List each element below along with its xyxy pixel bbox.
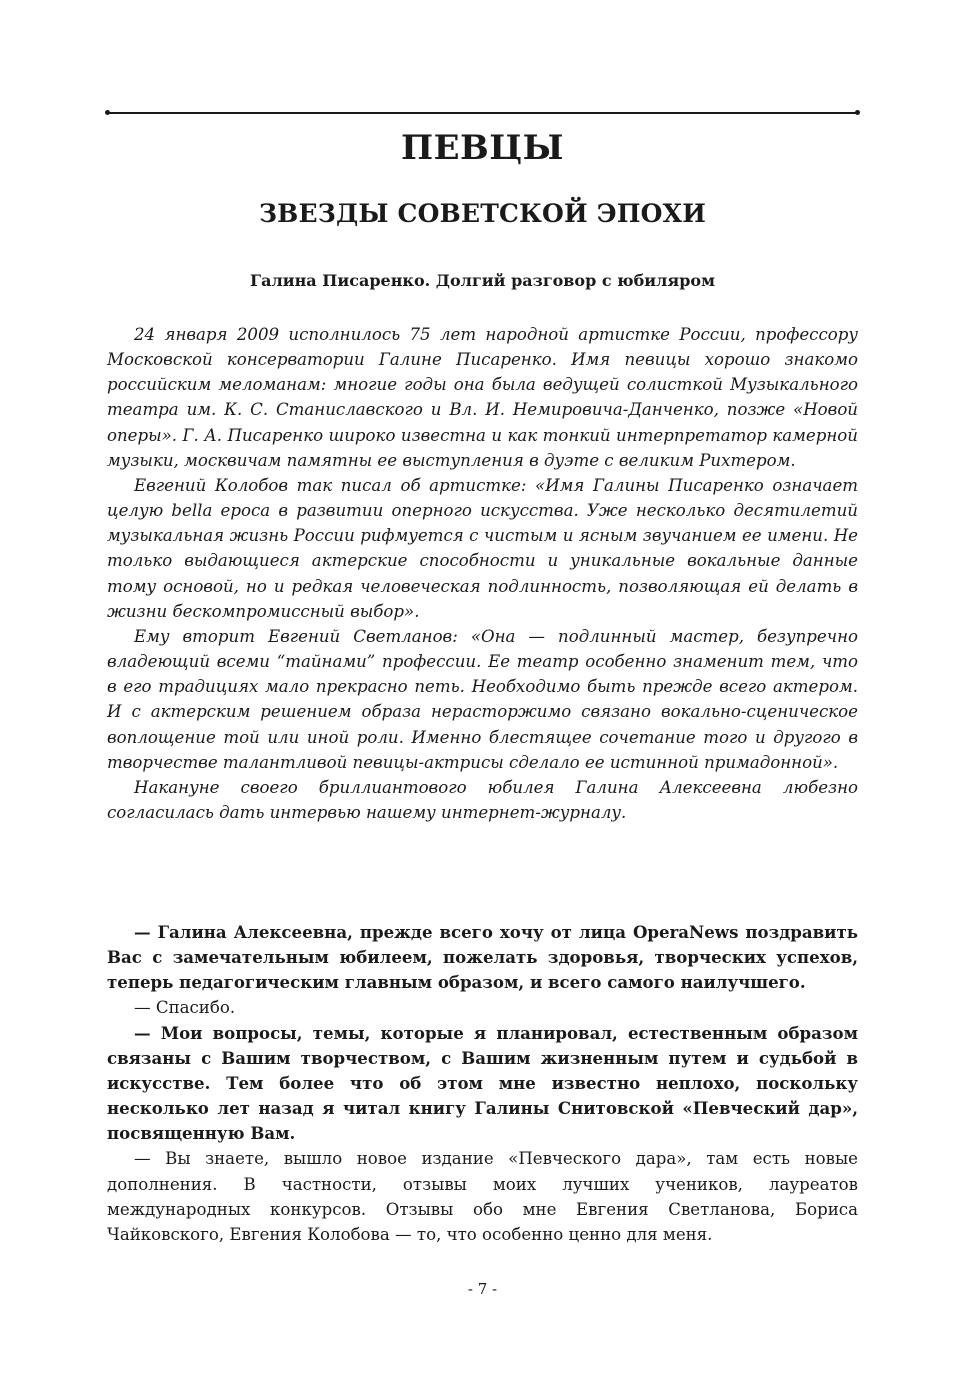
intro-paragraph: Накануне своего бриллиантового юбилея Галина Алексеевна любезно согласилась дать интервью нашему интернет-журналу. [107, 777, 858, 822]
intro-paragraph: Ему вторит Евгений Светланов: «Она — подлинный мастер, безупречно владеющий всеми “тайнами” профессии. Ее театр особенно знаменит тем, что в его традициях мало прекрасно петь. Необходимо быть прежде всего актером. И с актерским решением образа нерасторжимо связано вокально-сценическое воплощение той или иной роли. Именно блестящее сочетание того и другого в творчестве талантливой певицы-актрисы сделало ее истинной примадонной». [107, 626, 858, 772]
section-title: ПЕВЦЫ [401, 128, 564, 168]
interviewee-answer: — Вы знаете, вышло новое издание «Певческого дара», там есть новые дополнения. В частности, отзывы моих лучших учеников, лауреатов международных конкурсов. Отзывы обо мне Евгения Светланова, Бориса Чайковского, Евгения Колобова — то, что особенно ценно для меня. [107, 1149, 858, 1244]
intro-paragraph: Евгений Колобов так писал об артистке: «Имя Галины Писаренко означает целую bella ероса в развитии оперного искусства. Уже несколько десятилетий музыкальная жизнь России рифмуется с чистым и ясным звучанием ее имени. Не только выдающиеся актерские способности и уникальные вокальные данные тому основой, но и редкая человеческая подлинность, позволяющая ей делать в жизни бескомпромиссный выбор». [107, 475, 858, 621]
interviewer-question: — Галина Алексеевна, прежде всего хочу от лица OperaNews поздравить Вас с замечательным юбилеем, пожелать здоровья, творческих успехов, теперь педагогическим главным образом, и всего самого наилучшего. [107, 922, 858, 993]
interview-block [107, 920, 858, 1247]
top-divider-rule [107, 112, 858, 114]
interviewer-question: — Мои вопросы, темы, которые я планировал, естественным образом связаны с Вашим творчеством, с Вашим жизненным путем и судьбой в искусстве. Тем более что об этом мне известно неплохо, поскольку несколько лет назад я читал книгу Галины Снитовской «Певческий дар», посвященную Вам. [107, 1022, 858, 1144]
article-title: Галина Писаренко. Долгий разговор с юбиляром [250, 271, 715, 290]
interviewee-answer: — Спасибо. [134, 998, 236, 1018]
intro-paragraph: 24 января 2009 исполнилось 75 лет народной артистке России, профессору Московской консерватории Галине Писаренко. Имя певицы хорошо знакомо российским меломанам: многие годы она была ведущей солисткой Музыкального театра им. К. С. Станиславского и Вл. И. Немировича-Данченко, позже «Новой оперы». Г. А. Писаренко широко известна и как тонкий интерпретатор камерной музыки, москвичам памятны ее выступления в дуэте с великим Рихтером. [107, 325, 858, 470]
intro-block [107, 322, 858, 825]
subsection-title: ЗВЕЗДЫ СОВЕТСКОЙ ЭПОХИ [258, 199, 707, 228]
book-page [107, 0, 858, 1388]
page-number: - 7 - [467, 1280, 498, 1298]
